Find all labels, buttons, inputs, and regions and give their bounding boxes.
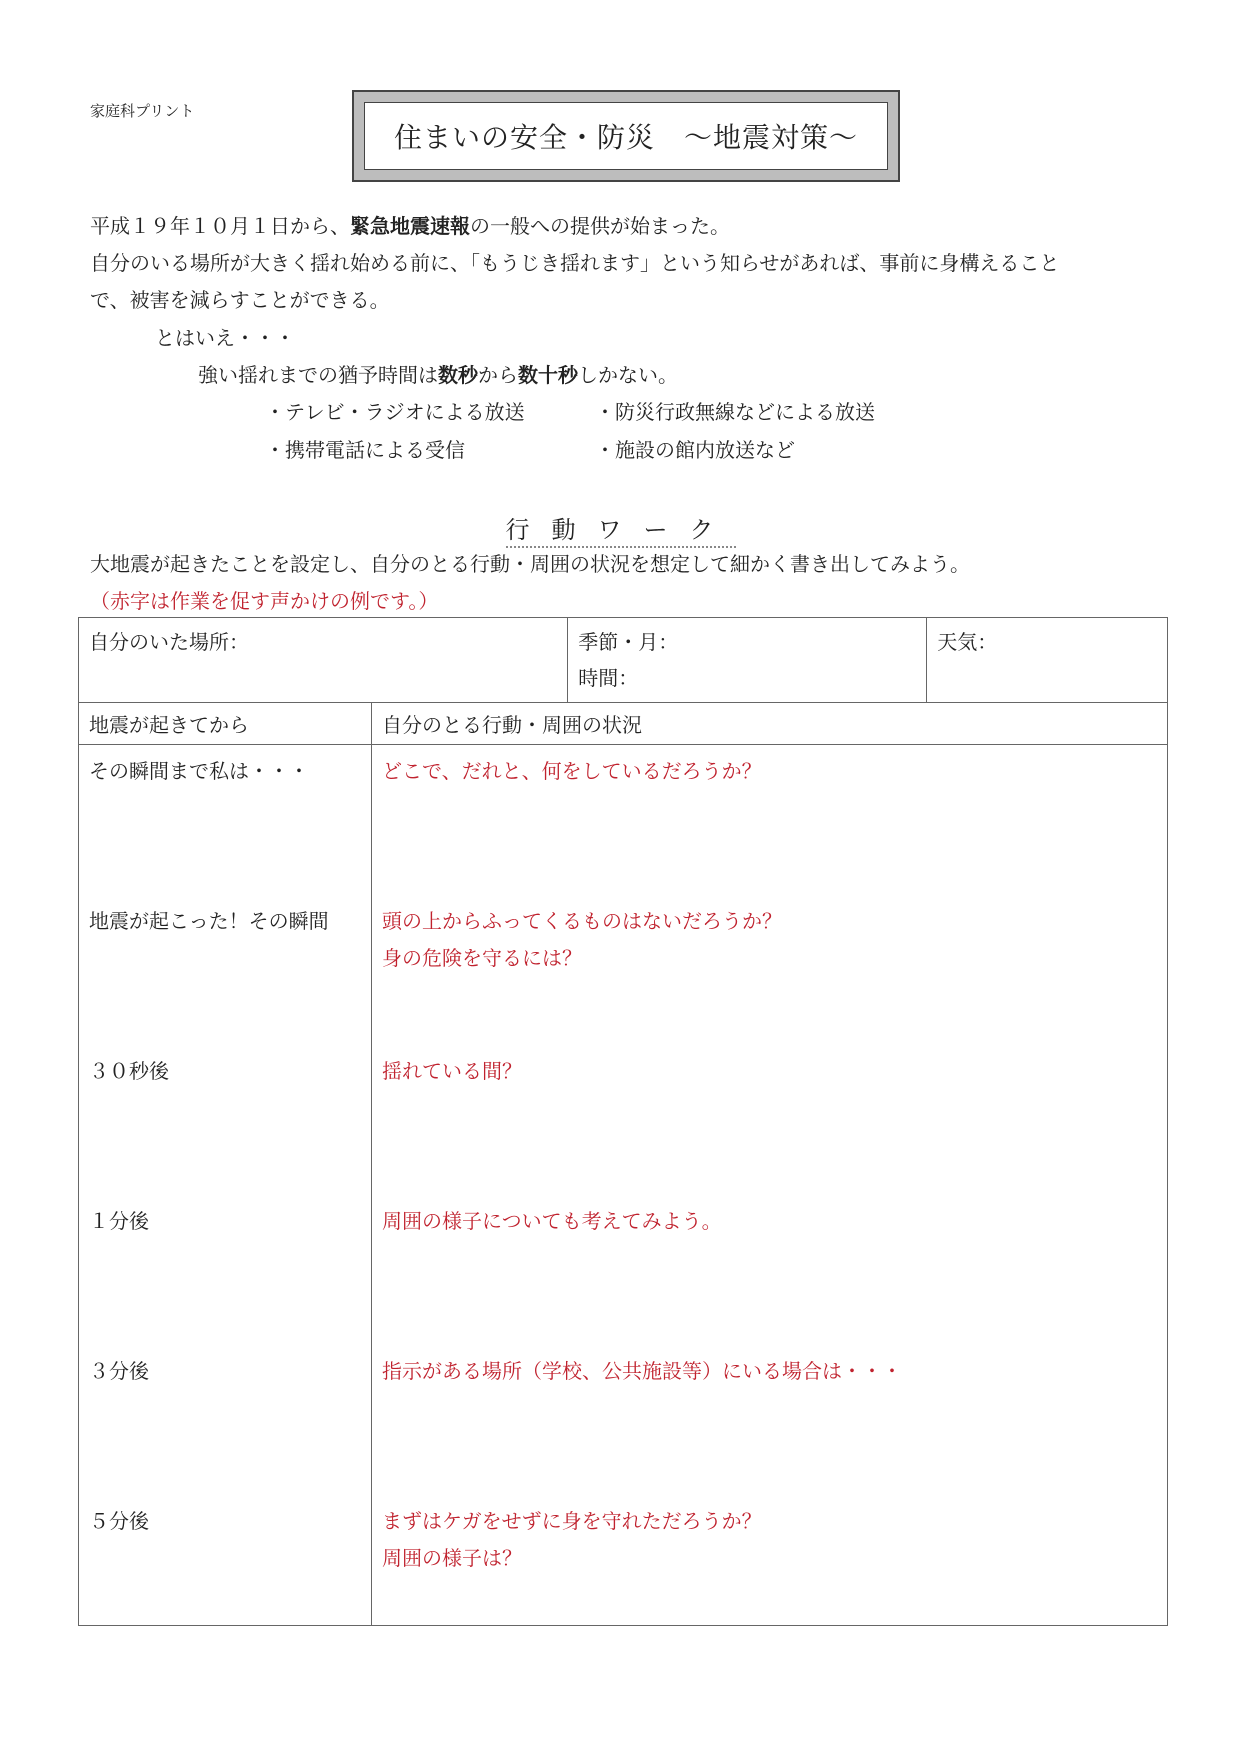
weather-label: 天気： bbox=[937, 630, 998, 654]
worksheet-table bbox=[78, 617, 1168, 1626]
page-title: 住まいの安全・防災 ～地震対策～ bbox=[364, 102, 888, 170]
prompt-text: 周囲の様子についても考えてみよう。 bbox=[382, 1209, 722, 1233]
bullet-item: ・テレビ・ラジオによる放送 bbox=[265, 400, 525, 424]
place-label: 自分のいた場所： bbox=[89, 630, 249, 654]
season-label: 季節・月： bbox=[578, 630, 679, 654]
col2-header: 自分のとる行動・周囲の状況 bbox=[372, 703, 1168, 745]
work-title-text: 行動ワーク bbox=[506, 516, 736, 548]
prompt-text: まずはケガをせずに身を守れただろうか？ bbox=[382, 1509, 762, 1533]
title-frame bbox=[352, 90, 900, 182]
bullet-item: ・防災行政無線などによる放送 bbox=[595, 400, 875, 424]
weather-cell[interactable] bbox=[927, 618, 1168, 703]
timeline-labels bbox=[79, 745, 372, 1626]
answer-area[interactable] bbox=[372, 745, 1168, 1626]
intro-line-5-mid: から bbox=[478, 363, 518, 387]
intro-line-2: 自分のいる場所が大きく揺れ始める前に、「もうじき揺れます」という知らせがあれば、事前に身構えること bbox=[90, 251, 1060, 275]
col1-header: 地震が起きてから bbox=[79, 703, 372, 745]
place-cell[interactable] bbox=[79, 618, 568, 703]
timeline-label: ５分後 bbox=[89, 1509, 149, 1533]
prompt-text: 周囲の様子は？ bbox=[382, 1546, 522, 1570]
season-time-cell[interactable] bbox=[568, 618, 927, 703]
intro-line-1-bold: 緊急地震速報 bbox=[350, 214, 470, 238]
prompt-text: 頭の上からふってくるものはないだろうか？ bbox=[382, 909, 782, 933]
prompt-text: 指示がある場所（学校、公共施設等）にいる場合は・・・ bbox=[382, 1359, 902, 1383]
intro-line-5 bbox=[198, 359, 678, 388]
prompt-text: 身の危険を守るには？ bbox=[382, 946, 582, 970]
time-label: 時間： bbox=[578, 666, 639, 690]
bullet-item: ・施設の館内放送など bbox=[595, 438, 795, 462]
prompt-text: 揺れている間？ bbox=[382, 1059, 522, 1083]
intro-line-5-bold-1: 数秒 bbox=[438, 363, 478, 387]
intro-line-5-pre: 強い揺れまでの猶予時間は bbox=[198, 363, 438, 387]
intro-line-5-bold-2: 数十秒 bbox=[518, 363, 578, 387]
intro-line-4: とはいえ・・・ bbox=[155, 326, 295, 350]
intro-line-1-pre: 平成１９年１０月１日から、 bbox=[90, 214, 350, 238]
bullet-item: ・携帯電話による受信 bbox=[265, 438, 465, 462]
intro-line-3: で、被害を減らすことができる。 bbox=[90, 288, 390, 312]
intro-line-1 bbox=[90, 210, 730, 239]
intro-line-5-post: しかない。 bbox=[578, 363, 678, 387]
intro-line-1-post: の一般への提供が始まった。 bbox=[470, 214, 730, 238]
prompt-text: どこで、だれと、何をしているだろうか？ bbox=[382, 759, 762, 783]
subject-label: 家庭科プリント bbox=[90, 102, 195, 120]
work-title bbox=[0, 510, 1241, 545]
timeline-label: １分後 bbox=[89, 1209, 149, 1233]
timeline-label: ３０秒後 bbox=[89, 1059, 169, 1083]
work-instruction: 大地震が起きたことを設定し、自分のとる行動・周囲の状況を想定して細かく書き出してみよう。 bbox=[90, 552, 970, 576]
timeline-label: 地震が起こった！その瞬間 bbox=[89, 909, 329, 933]
timeline-label: その瞬間まで私は・・・ bbox=[89, 759, 309, 783]
timeline-label: ３分後 bbox=[89, 1359, 149, 1383]
work-note: （赤字は作業を促す声かけの例です。） bbox=[90, 589, 439, 613]
